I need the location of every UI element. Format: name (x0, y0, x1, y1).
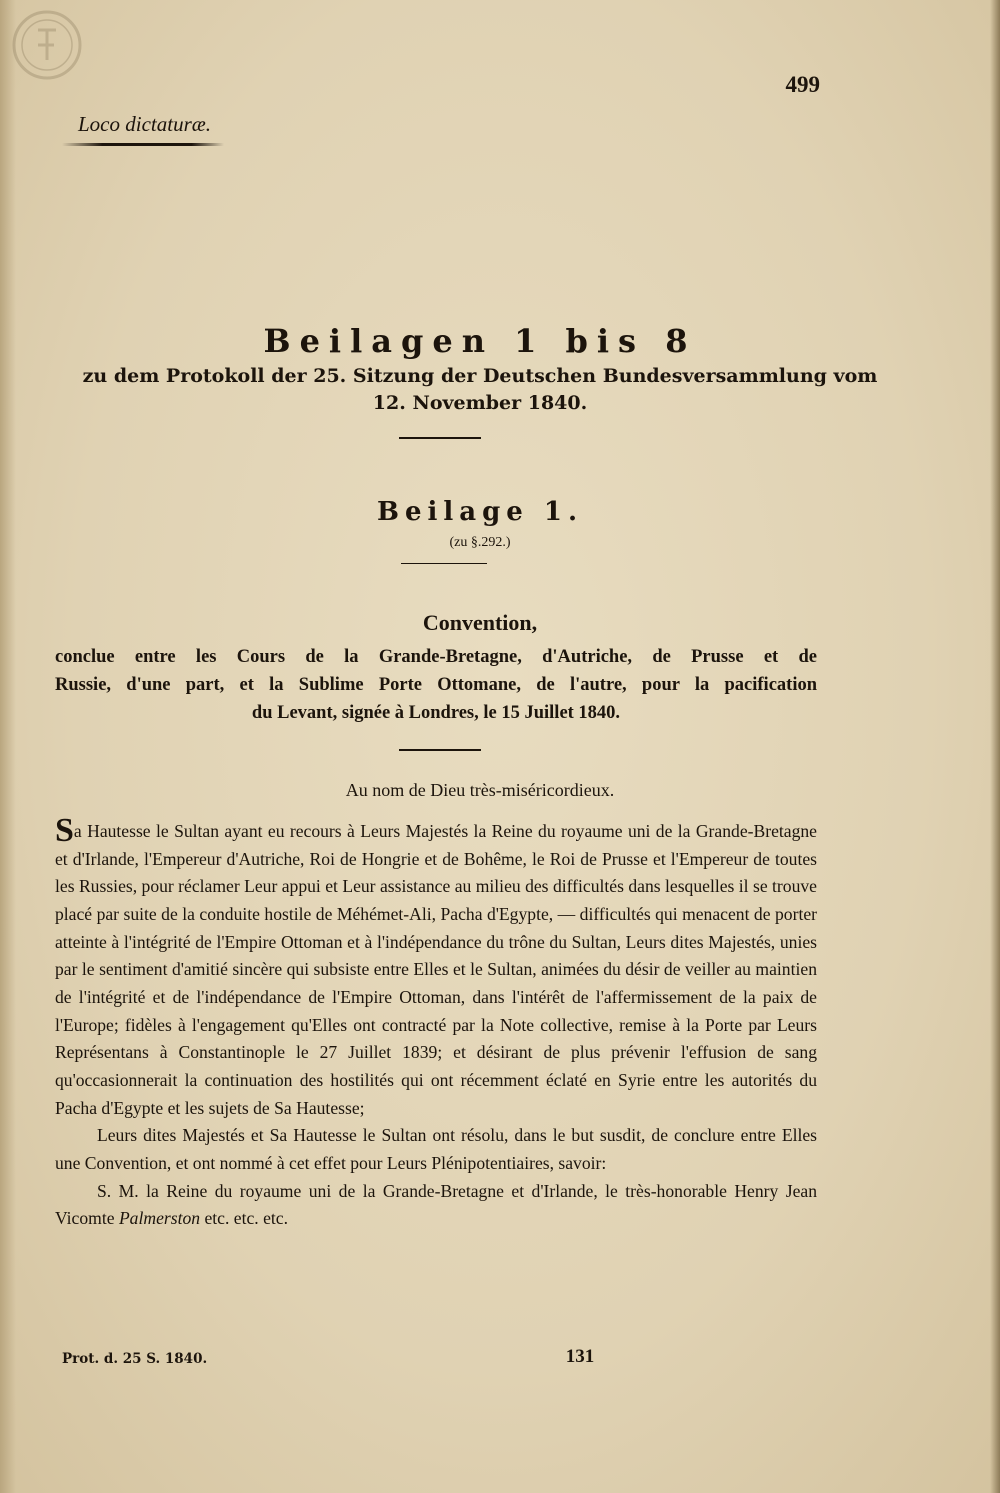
plenipotentiary-text: S. M. la Reine du royaume uni de la Grande-Bretagne et d'Irlande, le très-honorable Henry Jean Vicomte (55, 1180, 817, 1229)
convention-divider (399, 749, 481, 751)
footer-signature: Prot. d. 25 S. 1840. (62, 1351, 208, 1367)
page-number: 499 (785, 72, 820, 97)
body-text (55, 812, 817, 1233)
subtitle-line-1: zu dem Protokoll der 25. Sitzung der Deutschen Bundesversammlung vom (82, 365, 878, 387)
loco-underline (62, 143, 224, 146)
subtitle-line-2: 12. November 1840. (372, 392, 588, 414)
paragraph-text: a Hautesse le Sultan ayant eu recours à Leurs Majestés la Reine du royaume uni de la Grande-Bretagne et d'Irlande, l'Empereur d'Autriche, Roi de Hongrie et de Bohême, le Roi de Prusse et l'Empereur de toutes les Russies, pour réclamer Leur appui et Leur assistance au milieu des difficultés dans lesquelles il se trouve placé par suite de la conduite hostile de Méhémet-Ali, Pacha d'Egypte, — difficultés qui menacent de porter atteinte à l'intégrité de l'Empire Ottoman et à l'indépendance du trône du Sultan, Leurs dites Majestés, unies par le sentiment d'amitié sincère qui subsiste entre Elles et le Sultan, animées du désir de veiller au maintien de l'intégrité et de l'indépendance de l'Empire Ottoman, dans l'intérêt de l'affermissement de la paix de l'Europe; fidèles à l'engagement qu'Elles ont contracté par la Note collective, remise à la Porte par Leurs Représentans à Constantinople le 27 Juillet 1839; et désirant de plus prévenir l'effusion de sang qu'occasionnerait la continuation des hostilités qui ont récemment éclaté en Syrie entre les autorités du Pacha d'Egypte et les sujets de Sa Hautesse; (55, 821, 817, 1118)
convention-description-line: du Levant, signée à Londres, le 15 Juillet 1840. (251, 703, 621, 723)
paragraph-plenipotentiary (55, 1178, 817, 1233)
page-left-edge-shadow (0, 0, 16, 1493)
section-reference: (zu §.292.) (449, 535, 511, 550)
convention-description-line: conclue entre les Cours de la Grande-Bretagne, d'Autriche, de Prusse et de (55, 647, 817, 667)
section-divider (401, 563, 487, 564)
library-stamp-icon (10, 8, 84, 82)
paragraph-preamble (55, 812, 817, 1122)
loco-dictaturae-note: Loco dictaturæ. (78, 112, 212, 136)
section-heading: Beilage 1. (376, 497, 584, 527)
page-right-edge-shadow (990, 0, 1000, 1493)
convention-description-line: Russie, d'une part, et la Sublime Porte Ottomane, de l'autre, pour la pacification (55, 675, 817, 695)
main-title: Beilagen 1 bis 8 (263, 322, 697, 360)
title-divider (399, 437, 481, 439)
paragraph-resolution: Leurs dites Majestés et Sa Hautesse le Sultan ont résolu, dans le but susdit, de conclure entre Elles une Convention, et ont nommé à cet effet pour Leurs Plénipotentiaires, savoir: (55, 1125, 817, 1173)
plenipotentiary-name: Palmerston (118, 1208, 201, 1229)
convention-title: Convention, (422, 610, 538, 635)
sheet-number: 131 (565, 1346, 595, 1367)
drop-cap: S (55, 812, 74, 849)
invocation: Au nom de Dieu très-miséricordieux. (345, 780, 615, 800)
plenipotentiary-etc: etc. etc. etc. (200, 1208, 288, 1229)
